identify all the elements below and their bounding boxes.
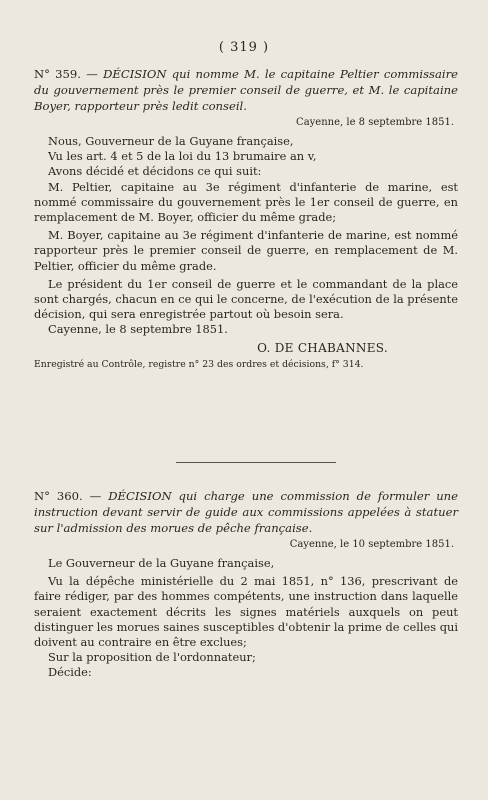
decision-359-p3: Avons décidé et décidons ce qui suit: — [48, 164, 262, 179]
decision-359-p1: Nous, Gouverneur de la Guyane française, — [48, 134, 294, 148]
decision-360-number: N° 360. — [34, 489, 83, 503]
decision-360-dateline: Cayenne, le 10 septembre 1851. — [289, 539, 454, 550]
decision-360 — [34, 488, 458, 681]
decision-359-number: N° 359. — [34, 67, 81, 81]
decision-359-p2: Vu les art. 4 et 5 de la loi du 13 brumaire an v, — [48, 149, 317, 164]
decision-360-title: — DÉCISION qui charge une commission de formuler une instruction devant servir de guide aux commissions appelées à statuer sur l'admission des morues de pêche française. — [34, 489, 459, 535]
decision-360-p3: Sur la proposition de l'ordonnateur; — [48, 650, 256, 665]
decision-359 — [34, 66, 458, 371]
decision-359-registration: Enregistré au Contrôle, registre n° 23 des ordres et décisions, f° 314. — [34, 358, 364, 370]
decision-359-p4: M. Peltier, capitaine au 3e régiment d'infanterie de marine, est nommé commissaire du gouvernement près le 1er conseil de guerre, en remplacement de M. Boyer, officier du même grade; — [34, 179, 458, 225]
section-divider — [176, 462, 336, 463]
decision-360-heading — [34, 488, 458, 536]
decision-359-p6: Le président du 1er conseil de guerre et le commandant de la place sont chargés, chacun en ce qui le concerne, de l'exécution de la présente décision, qui sera enregistrée partout où besoin sera. — [34, 276, 458, 322]
decision-359-title: — DÉCISION qui nomme M. le capitaine Peltier commissaire du gouvernement près le premier conseil de guerre, et M. le capitaine Boyer, rapporteur près ledit conseil. — [34, 67, 459, 113]
decision-359-heading — [34, 66, 458, 114]
decision-360-p2: Vu la dépêche ministérielle du 2 mai 1851, n° 136, prescrivant de faire rédiger, par des hommes compétents, une instruction dans laquelle seraient exactement décrits les signes matériels auxquels on peut distinguer les morues saines susceptibles d'obtenir la prime de celles qui doivent au contraire en être exclues; — [34, 574, 458, 650]
decision-359-p7: Cayenne, le 8 septembre 1851. — [48, 322, 228, 337]
decision-359-p5: M. Boyer, capitaine au 3e régiment d'infanterie de marine, est nommé rapporteur près le premier conseil de guerre, en remplacement de M. Peltier, officier du même grade. — [34, 228, 458, 273]
decision-359-signature: O. DE CHABANNES. — [257, 340, 388, 355]
page-number: ( 319 ) — [218, 40, 270, 55]
decision-359-dateline: Cayenne, le 8 septembre 1851. — [296, 117, 454, 128]
decision-360-p4: Décide: — [48, 665, 92, 680]
decision-360-p1: Le Gouverneur de la Guyane française, — [48, 556, 275, 570]
